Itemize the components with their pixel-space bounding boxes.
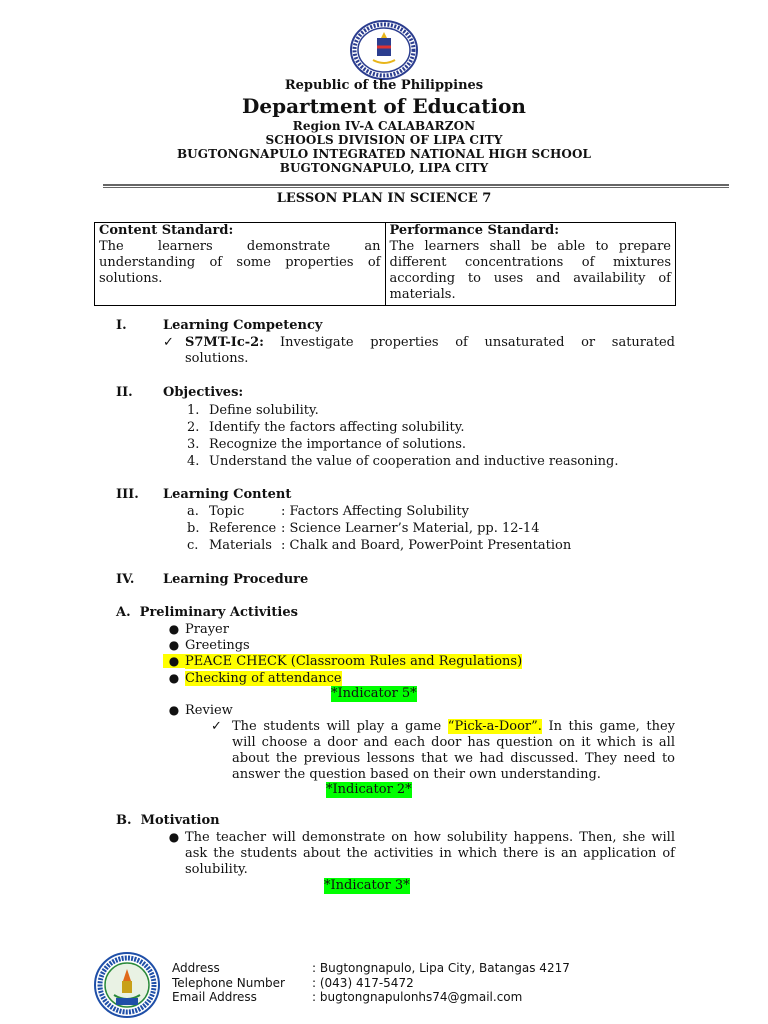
bullet-icon: ●	[168, 703, 180, 717]
bullet-icon: ●	[163, 654, 185, 668]
header-department: Department of Education	[242, 94, 526, 118]
section-2-title: Objectives:	[163, 385, 244, 400]
header-division: SCHOOLS DIVISION OF LIPA CITY	[265, 133, 503, 147]
highlighted-text: Checking of attendance	[185, 671, 342, 686]
objective-item: 2. Identify the factors affecting solubility.	[187, 420, 465, 435]
section-1-number: I.	[116, 318, 127, 333]
preliminary-activities-title: A. Preliminary Activities	[116, 605, 298, 620]
header-region: Region IV-A CALABARZON	[292, 119, 476, 133]
section-3-title: Learning Content	[163, 487, 292, 502]
footer-phone-label: Telephone Number	[172, 976, 285, 990]
competency-code: S7MT-Ic-2:	[185, 335, 264, 350]
footer-address-label: Address	[172, 961, 220, 975]
competency-text: Investigate properties of unsaturated or saturated solutions.	[185, 335, 675, 366]
standards-table	[94, 222, 676, 306]
content-item: a. Topic : Factors Affecting Solubility	[187, 504, 469, 519]
check-icon: ✓	[211, 719, 222, 734]
content-standard-text: The learners demonstrate an understanding of some properties of solutions.	[99, 239, 381, 286]
motivation-text: The teacher will demonstrate on how solubility happens. Then, she will ask the students about the activities in which there is an application of solubility.	[185, 830, 675, 877]
content-item: c. Materials : Chalk and Board, PowerPoint Presentation	[187, 538, 572, 553]
objective-item: 3. Recognize the importance of solutions.	[187, 437, 467, 452]
highlighted-text: PEACE CHECK (Classroom Rules and Regulations)	[185, 654, 523, 669]
section-4-number: IV.	[116, 572, 135, 587]
section-1-title: Learning Competency	[163, 318, 323, 333]
prelim-item: ● Prayer	[163, 622, 229, 637]
performance-standard-cell	[385, 223, 676, 306]
section-3-number: III.	[116, 487, 139, 502]
bullet-icon: ●	[168, 830, 180, 844]
indicator-5-tag: *Indicator 5*	[331, 686, 417, 701]
check-icon: ✓	[163, 335, 174, 350]
content-standard-cell	[95, 223, 386, 306]
indicator-2-tag: *Indicator 2*	[326, 782, 412, 797]
bullet-icon: ●	[168, 622, 180, 636]
section-4-title: Learning Procedure	[163, 572, 309, 587]
motivation-title: B. Motivation	[116, 813, 220, 828]
prelim-item	[163, 671, 342, 686]
bullet-icon: ●	[168, 671, 180, 685]
bullet-icon: ●	[168, 638, 180, 652]
indicator-3-tag: *Indicator 3*	[324, 878, 410, 893]
section-2-number: II.	[116, 385, 133, 400]
prelim-item-review: ● Review	[163, 703, 233, 718]
school-logo	[92, 951, 162, 1019]
footer-address-value: : Bugtongnapulo, Lipa City, Batangas 4217	[312, 961, 570, 975]
performance-standard-text: The learners shall be able to prepare different concentrations of mixtures according to uses and availability of materials.	[389, 239, 671, 302]
content-standard-title: Content Standard:	[99, 223, 234, 238]
lesson-plan-title: LESSON PLAN IN SCIENCE 7	[276, 191, 492, 206]
header-divider-top	[103, 184, 729, 186]
header-school: BUGTONGNAPULO INTEGRATED NATIONAL HIGH SCHOOL	[176, 147, 592, 161]
objective-item: 4. Understand the value of cooperation and inductive reasoning.	[187, 454, 619, 469]
deped-seal-logo	[349, 20, 419, 80]
content-item: b. Reference : Science Learner’s Material, pp. 12-14	[187, 521, 540, 536]
footer-email-value: : bugtongnapulonhs74@gmail.com	[312, 990, 523, 1004]
footer-phone-value: : (043) 417-5472	[312, 976, 414, 990]
performance-standard-title: Performance Standard:	[389, 223, 560, 238]
game-name-highlight: “Pick-a-Door”.	[447, 719, 542, 734]
objective-item: 1. Define solubility.	[187, 403, 319, 418]
header-republic: Republic of the Philippines	[284, 78, 484, 93]
header-location: BUGTONGNAPULO, LIPA CITY	[279, 161, 489, 175]
header-divider-bottom	[103, 187, 729, 188]
prelim-item	[163, 654, 522, 669]
review-description: The students will play a game “Pick-a-Door”. In this game, they will choose a door and each door has question on it which is all about the previous lessons that we had discussed. They need to answer the question based on their own understanding.	[232, 719, 676, 782]
footer-email-label: Email Address	[172, 990, 257, 1004]
prelim-item: ● Greetings	[163, 638, 250, 653]
